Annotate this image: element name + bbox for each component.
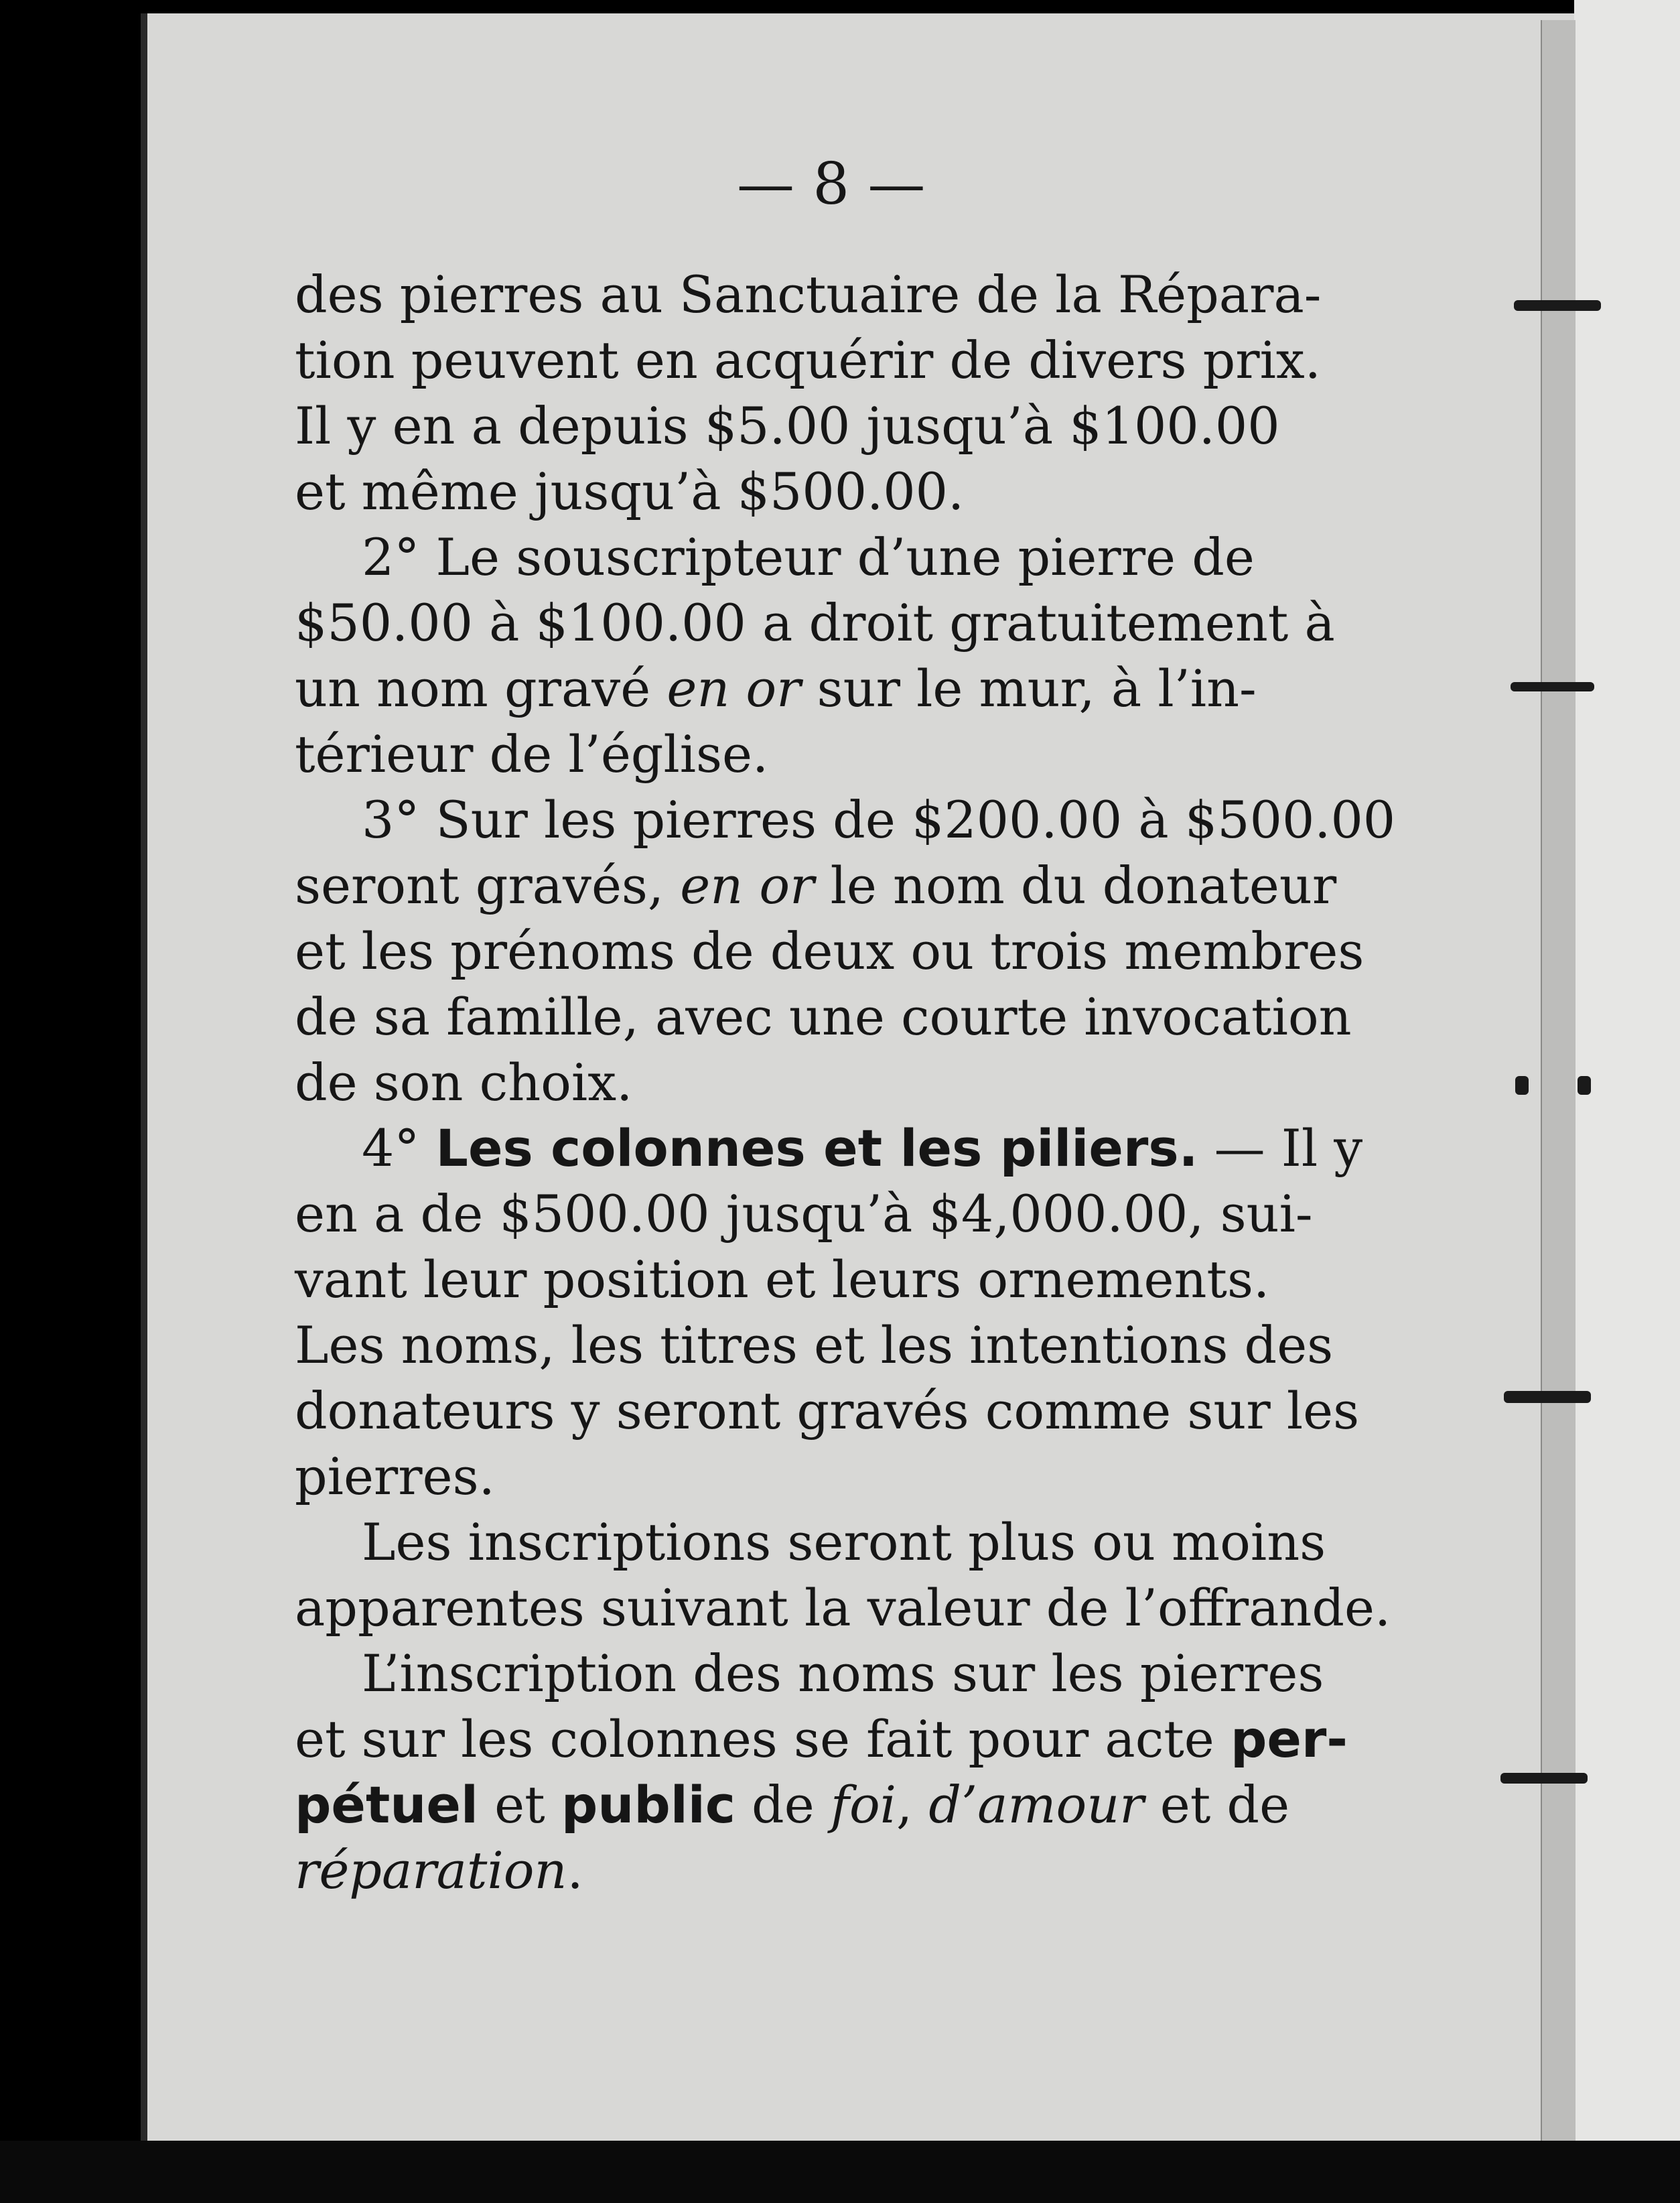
text-line xyxy=(295,659,1433,718)
text-line: Les inscriptions seront plus ou moins xyxy=(362,1512,1326,1572)
text-run-italic: en or xyxy=(667,659,801,718)
text-line: et les prénoms de deux ou trois membres xyxy=(295,921,1364,981)
text-line: tion peuvent en acquérir de divers prix. xyxy=(295,330,1321,390)
scan-bottom-edge xyxy=(0,2141,1680,2203)
text-line: pierres. xyxy=(295,1447,495,1506)
stitch-mark xyxy=(1514,300,1601,311)
text-run: et sur les colonnes se fait pour acte xyxy=(295,1709,1231,1769)
text-line: et même jusqu’à $500.00. xyxy=(295,462,965,521)
text-line: $50.00 à $100.00 a droit gratuitement à xyxy=(295,593,1335,653)
text-run-bold: pétuel xyxy=(295,1775,478,1834)
text-run-bold: public xyxy=(561,1775,736,1834)
text-line xyxy=(295,1709,1433,1769)
text-line: L’inscription des noms sur les pierres xyxy=(362,1644,1324,1703)
text-line: apparentes suivant la valeur de l’offrande. xyxy=(295,1578,1391,1638)
stitch-mark xyxy=(1511,682,1594,691)
text-run-italic: réparation xyxy=(295,1841,567,1900)
text-line xyxy=(295,1775,1433,1834)
scan-background-strip xyxy=(1574,0,1680,2203)
text-run: seront gravés, xyxy=(295,856,681,915)
text-run: , xyxy=(896,1775,929,1834)
text-run-bold: per- xyxy=(1230,1709,1348,1769)
text-line: donateurs y seront gravés comme sur les xyxy=(295,1381,1360,1441)
stitch-mark xyxy=(1515,1076,1529,1095)
page-binding xyxy=(1541,20,1576,2151)
text-run: . xyxy=(567,1841,583,1900)
text-run: 4° xyxy=(362,1118,436,1178)
text-line: 2° Le souscripteur d’une pierre de xyxy=(362,527,1255,587)
text-run-italic: foi xyxy=(830,1775,897,1834)
text-run: sur le mur, à l’in- xyxy=(800,659,1257,718)
text-line xyxy=(295,856,1433,915)
stitch-mark xyxy=(1578,1076,1591,1095)
text-line: Les noms, les titres et les intentions des xyxy=(295,1315,1334,1375)
text-line xyxy=(295,1841,1433,1900)
stitch-mark xyxy=(1500,1773,1588,1784)
text-line: 3° Sur les pierres de $200.00 à $500.00 xyxy=(362,790,1396,850)
text-line: vant leur position et leurs ornements. xyxy=(295,1250,1270,1309)
text-line: de son choix. xyxy=(295,1053,633,1112)
text-run: et xyxy=(478,1775,561,1834)
text-line: en a de $500.00 jusqu’à $4,000.00, sui- xyxy=(295,1184,1313,1244)
text-run: un nom gravé xyxy=(295,659,667,718)
text-line: de sa famille, avec une courte invocation xyxy=(295,987,1352,1047)
text-run: le nom du donateur xyxy=(814,856,1337,915)
text-run-bold: Les colonnes et les piliers. xyxy=(435,1118,1198,1178)
text-line: térieur de l’église. xyxy=(295,724,769,784)
text-run: de xyxy=(735,1775,831,1834)
text-run: — Il y xyxy=(1198,1118,1363,1178)
page-number: — 8 — xyxy=(737,151,926,218)
text-run-italic: d’amour xyxy=(928,1775,1144,1834)
text-run: et de xyxy=(1143,1775,1290,1834)
text-line: des pierres au Sanctuaire de la Répara- xyxy=(295,265,1322,324)
text-line: Il y en a depuis $5.00 jusqu’à $100.00 xyxy=(295,396,1280,456)
text-run-italic: en or xyxy=(680,856,815,915)
text-line xyxy=(362,1118,1433,1178)
stitch-mark xyxy=(1504,1391,1591,1403)
